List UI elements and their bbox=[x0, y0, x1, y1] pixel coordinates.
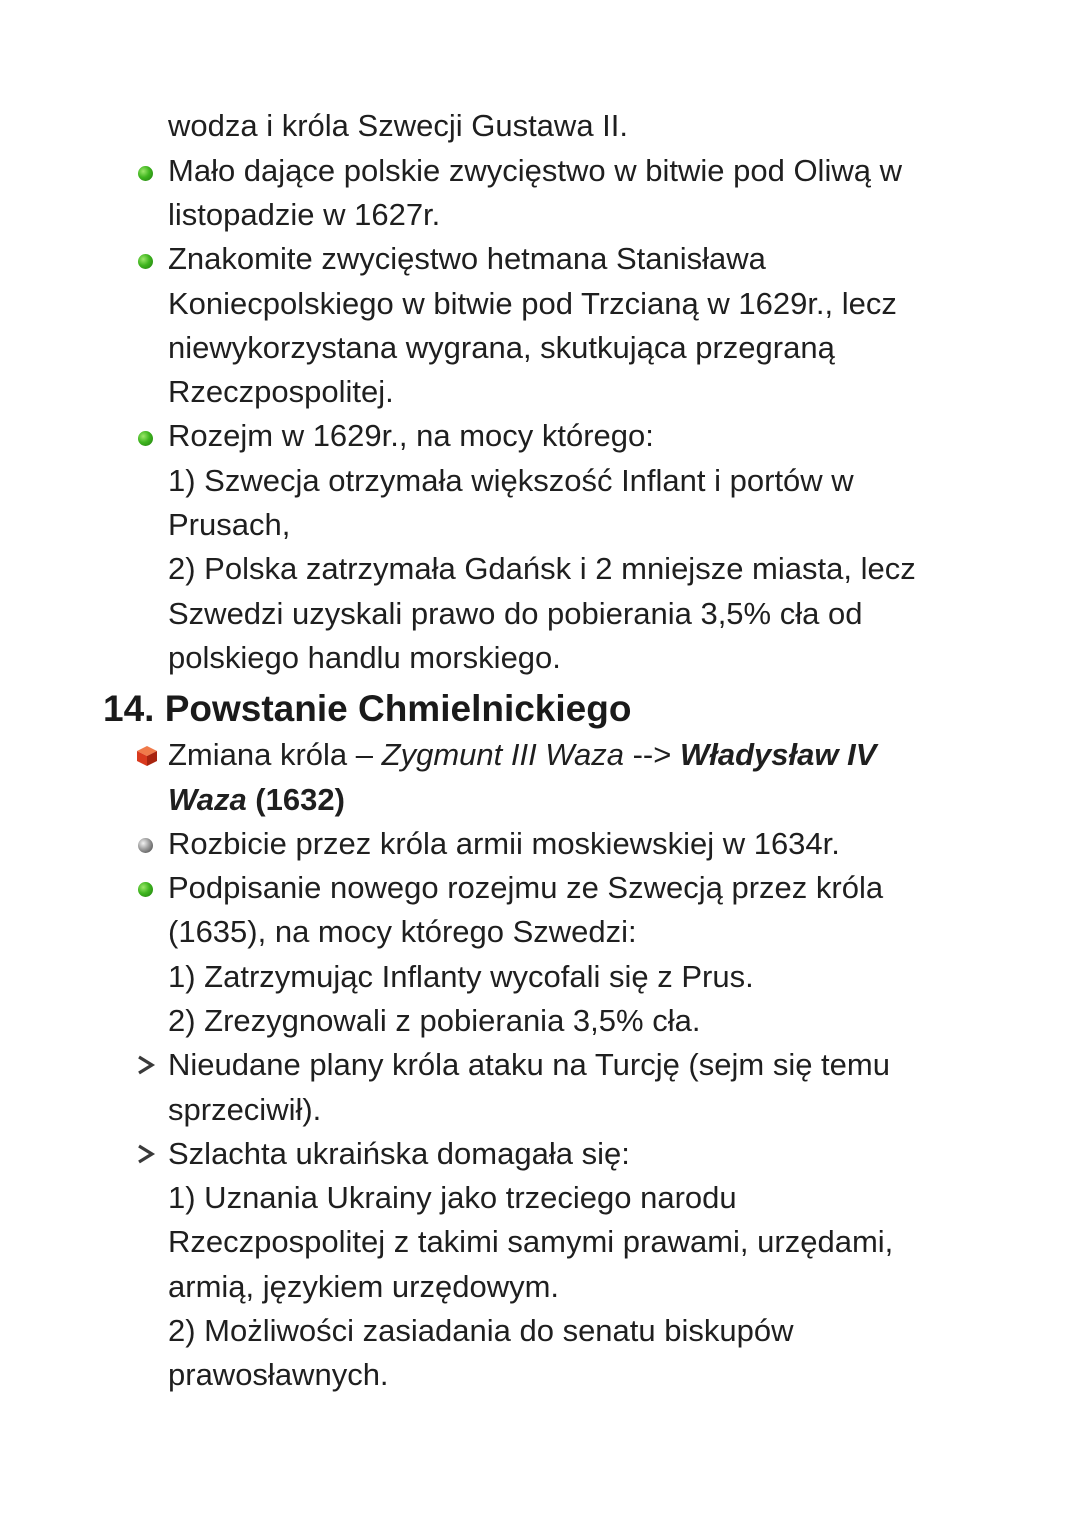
text-line: wodza i króla Szwecji Gustawa II. bbox=[168, 108, 629, 143]
text-line: Rzeczpospolitej. bbox=[168, 374, 394, 409]
new-king-cont: Waza bbox=[168, 782, 247, 817]
text-line: 2) Polska zatrzymała Gdańsk i 2 mniejsze miasta, lecz bbox=[168, 551, 916, 586]
text-line: niewykorzystana wygrana, skutkująca przegraną bbox=[168, 330, 835, 365]
text-line: (1635), na mocy którego Szwedzi: bbox=[168, 914, 637, 949]
section-heading: 14. Powstanie Chmielnickiego bbox=[103, 688, 632, 729]
text-line: Rozejm w 1629r., na mocy którego: bbox=[168, 418, 654, 453]
chevron-right-icon bbox=[136, 1054, 156, 1076]
text-line: listopadzie w 1627r. bbox=[168, 197, 441, 232]
green-bullet-icon bbox=[138, 431, 153, 446]
text-line: 1) Szwecja otrzymała większość Inflant i portów w bbox=[168, 463, 854, 498]
green-bullet-icon bbox=[138, 882, 153, 897]
text-line: Znakomite zwycięstwo hetmana Stanisława bbox=[168, 241, 766, 276]
text-line: Koniecpolskiego w bitwie pod Trzcianą w 1629r., lecz bbox=[168, 286, 897, 321]
text-line: Podpisanie nowego rozejmu ze Szwecją przez króla bbox=[168, 870, 884, 905]
text-line: 1) Uznania Ukrainy jako trzeciego narodu bbox=[168, 1180, 737, 1215]
text-line: 2) Możliwości zasiadania do senatu biskupów bbox=[168, 1313, 794, 1348]
chevron-right-icon bbox=[136, 1143, 156, 1165]
old-king: Zygmunt III Waza bbox=[381, 737, 624, 772]
text-line: Rzeczpospolitej z takimi samymi prawami, urzędami, bbox=[168, 1224, 894, 1259]
text-line: 2) Zrezygnowali z pobierania 3,5% cła. bbox=[168, 1003, 701, 1038]
king-change-prefix: Zmiana króla – bbox=[168, 737, 382, 772]
text-line: Rozbicie przez króla armii moskiewskiej w 1634r. bbox=[168, 826, 840, 861]
text-line: Nieudane plany króla ataku na Turcję (sejm się temu bbox=[168, 1047, 890, 1082]
text-line: 1) Zatrzymując Inflanty wycofali się z Prus. bbox=[168, 959, 754, 994]
text-line: Szwedzi uzyskali prawo do pobierania 3,5% cła od bbox=[168, 596, 863, 631]
king-change-line-2 bbox=[168, 780, 345, 820]
text-line: armią, językiem urzędowym. bbox=[168, 1269, 560, 1304]
text-line: Mało dające polskie zwycięstwo w bitwie pod Oliwą w bbox=[168, 153, 902, 188]
green-bullet-icon bbox=[138, 166, 153, 181]
text-line: prawosławnych. bbox=[168, 1357, 389, 1392]
text-line: sprzeciwił). bbox=[168, 1092, 322, 1127]
green-bullet-icon bbox=[138, 254, 153, 269]
text-line: polskiego handlu morskiego. bbox=[168, 640, 561, 675]
text-line: Prusach, bbox=[168, 507, 291, 542]
new-king: Władysław IV bbox=[679, 737, 877, 772]
gray-bullet-icon bbox=[138, 838, 153, 853]
text-line: Szlachta ukraińska domagała się: bbox=[168, 1136, 630, 1171]
red-cube-icon bbox=[136, 745, 158, 767]
arrow-text: --> bbox=[623, 737, 680, 772]
king-change-year: (1632) bbox=[246, 782, 345, 817]
king-change-line bbox=[168, 735, 876, 775]
